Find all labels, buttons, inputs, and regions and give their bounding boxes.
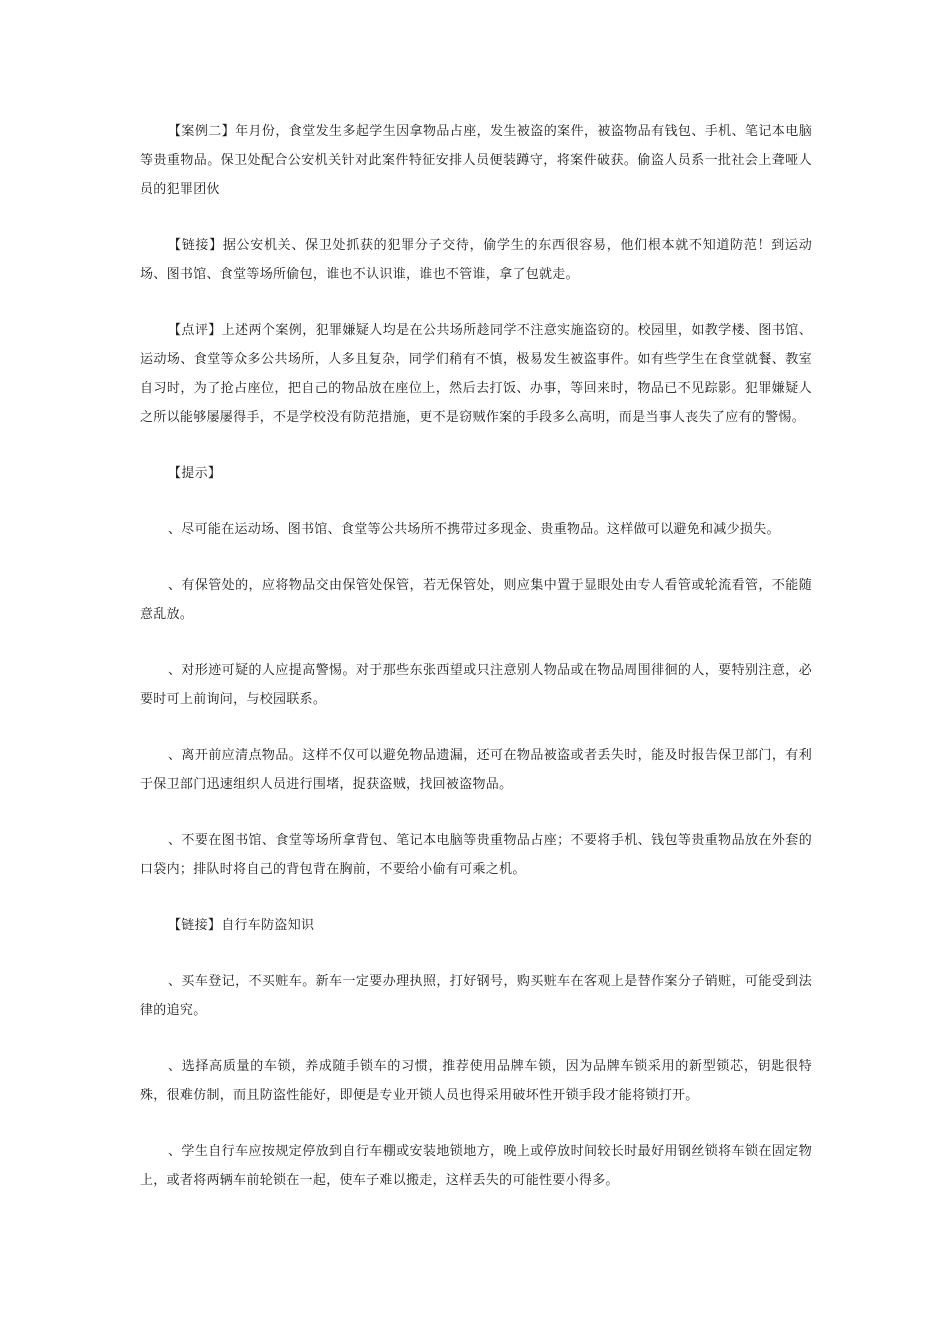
tip-item: 、尽可能在运动场、图书馆、食堂等公共场所不携带过多现金、贵重物品。这样做可以避免和减少损失。: [168, 522, 780, 537]
document-body: [140, 117, 812, 1222]
bicycle-link-heading: 【链接】自行车防盗知识: [168, 918, 315, 933]
tip-item: 、有保管处的，应将物品交由保管处保管，若无保管处，则应集中置于显眼处由专人看管或轮流看管，不能随意乱放。: [140, 578, 812, 622]
case-two-paragraph: 【案例二】年月份，食堂发生多起学生因拿物品占座，发生被盗的案件，被盗物品有钱包、手机、笔记本电脑等贵重物品。保卫处配合公安机关针对此案件特征安排人员便装蹲守，将案件破获。偷盗人员系一批社会上聋哑人员的犯罪团伙: [140, 124, 812, 197]
tips-heading: 【提示】: [168, 466, 222, 481]
tip-item: 、不要在图书馆、食堂等场所拿背包、笔记本电脑等贵重物品占座；不要将手机、钱包等贵重物品放在外套的口袋内；排队时将自己的背包背在胸前，不要给小偷有可乘之机。: [140, 833, 812, 877]
bicycle-tip-item: 、学生自行车应按规定停放到自行车棚或安装地锁地方，晚上或停放时间较长时最好用钢丝锁将车锁在固定物上，或者将两辆车前轮锁在一起，使车子难以搬走，这样丢失的可能性要小得多。: [140, 1144, 812, 1188]
bicycle-tip-item: 、买车登记，不买赃车。新车一定要办理执照，打好钢号，购买赃车在客观上是替作案分子销赃，可能受到法律的追究。: [140, 974, 812, 1018]
bicycle-tip-item: 、选择高质量的车锁，养成随手锁车的习惯，推荐使用品牌车锁，因为品牌车锁采用的新型锁芯，钥匙很特殊，很难仿制，而且防盗性能好，即便是专业开锁人员也得采用破坏性开锁手段才能将锁打开。: [140, 1059, 812, 1103]
link-paragraph: 【链接】据公安机关、保卫处抓获的犯罪分子交待，偷学生的东西很容易，他们根本就不知道防范！到运动场、图书馆、食堂等场所偷包，谁也不认识谁，谁也不管谁，拿了包就走。: [140, 238, 812, 282]
tip-item: 、离开前应清点物品。这样不仅可以避免物品遗漏，还可在物品被盗或者丢失时，能及时报告保卫部门，有利于保卫部门迅速组织人员进行围堵，捉获盗贼，找回被盗物品。: [140, 748, 812, 792]
tip-item: 、对形迹可疑的人应提高警惕。对于那些东张西望或只注意别人物品或在物品周围徘徊的人，要特别注意，必要时可上前询问，与校园联系。: [140, 663, 812, 707]
comment-paragraph: 【点评】上述两个案例，犯罪嫌疑人均是在公共场所趁同学不注意实施盗窃的。校园里，如教学楼、图书馆、运动场、食堂等众多公共场所，人多且复杂，同学们稍有不慎，极易发生被盗事件。如有些学生在食堂就餐、教室自习时，为了抢占座位，把自己的物品放在座位上，然后去打饭、办事，等回来时，物品已不见踪影。犯罪嫌疑人之所以能够屡屡得手，不是学校没有防范措施，更不是窃贼作案的手段多么高明，而是当事人丧失了应有的警惕。: [140, 323, 812, 425]
